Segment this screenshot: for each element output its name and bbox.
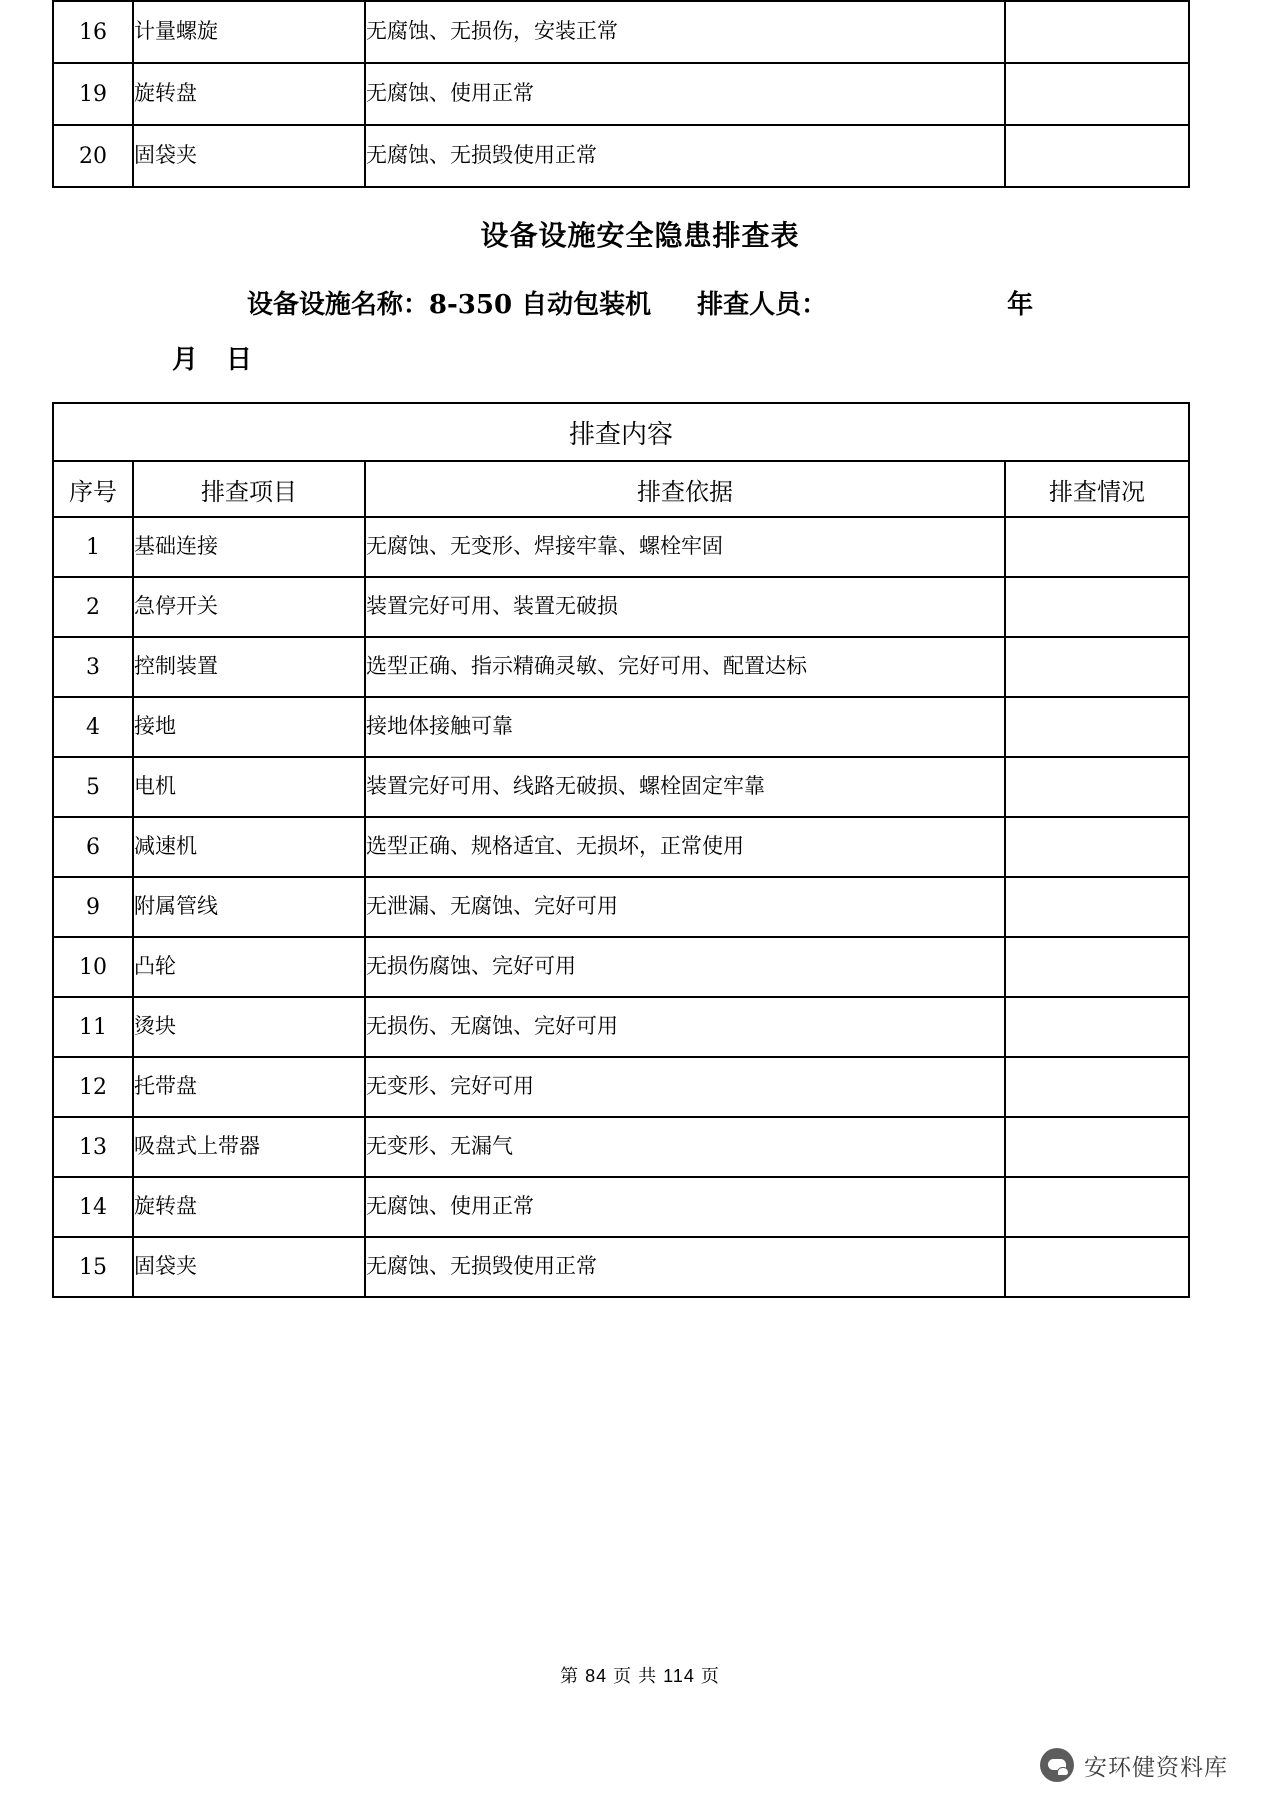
table-banner: 排查内容 (53, 403, 1189, 461)
row-result (1005, 877, 1189, 937)
year-label: 年 (1007, 290, 1034, 320)
row-result (1005, 517, 1189, 577)
table-row (53, 1057, 1189, 1117)
continued-inspection-table (52, 0, 1190, 188)
row-basis: 无变形、完好可用 (365, 1057, 1005, 1117)
month-label: 月 (172, 345, 199, 375)
row-number: 16 (53, 1, 133, 63)
row-number: 20 (53, 125, 133, 187)
row-basis: 选型正确、指示精确灵敏、完好可用、配置达标 (365, 637, 1005, 697)
page-footer: 第 84 页 共 114 页 (560, 1666, 720, 1686)
row-number: 4 (53, 697, 133, 757)
row-item: 附属管线 (133, 877, 365, 937)
row-number: 19 (53, 63, 133, 125)
row-number: 12 (53, 1057, 133, 1117)
table-row (53, 1, 1189, 63)
row-result (1005, 1177, 1189, 1237)
inspection-table (52, 402, 1190, 1298)
row-item: 旋转盘 (133, 1177, 365, 1237)
row-item: 基础连接 (133, 517, 365, 577)
row-number: 10 (53, 937, 133, 997)
row-basis: 装置完好可用、装置无破损 (365, 577, 1005, 637)
row-basis: 选型正确、规格适宜、无损坏，正常使用 (365, 817, 1005, 877)
row-basis: 无腐蚀、无变形、焊接牢靠、螺栓牢固 (365, 517, 1005, 577)
table-row (53, 997, 1189, 1057)
header-basis: 排查依据 (365, 461, 1005, 517)
table-header-row (53, 461, 1189, 517)
row-number: 13 (53, 1117, 133, 1177)
row-basis: 无腐蚀、使用正常 (365, 63, 1005, 125)
equipment-name: 8-350 自动包装机 (428, 290, 652, 320)
row-item: 控制装置 (133, 637, 365, 697)
row-number: 11 (53, 997, 133, 1057)
row-item: 烫块 (133, 997, 365, 1057)
row-item: 接地 (133, 697, 365, 757)
row-result (1005, 997, 1189, 1057)
row-basis: 无变形、无漏气 (365, 1117, 1005, 1177)
row-number: 15 (53, 1237, 133, 1297)
watermark-text: 安环健资料库 (1084, 1753, 1228, 1780)
row-item: 固袋夹 (133, 125, 365, 187)
row-number: 3 (53, 637, 133, 697)
row-item: 旋转盘 (133, 63, 365, 125)
table-row (53, 637, 1189, 697)
inspector-label: 排查人员： (697, 290, 828, 320)
row-item: 计量螺旋 (133, 1, 365, 63)
row-basis: 无腐蚀、无损毁使用正常 (365, 1237, 1005, 1297)
row-result (1005, 1057, 1189, 1117)
header-item: 排查项目 (133, 461, 365, 517)
row-basis: 无腐蚀、使用正常 (365, 1177, 1005, 1237)
table-row (53, 1117, 1189, 1177)
row-item: 托带盘 (133, 1057, 365, 1117)
row-basis: 接地体接触可靠 (365, 697, 1005, 757)
header-no: 序号 (53, 461, 133, 517)
equipment-info-line (52, 284, 1228, 321)
row-number: 9 (53, 877, 133, 937)
row-item: 固袋夹 (133, 1237, 365, 1297)
equipment-label: 设备设施名称： (246, 290, 429, 320)
table-row (53, 877, 1189, 937)
row-basis: 无腐蚀、无损伤，安装正常 (365, 1, 1005, 63)
row-number: 1 (53, 517, 133, 577)
row-result (1005, 63, 1189, 125)
watermark (1040, 1748, 1228, 1782)
row-number: 6 (53, 817, 133, 877)
table-row (53, 1177, 1189, 1237)
day-label: 日 (226, 345, 253, 375)
row-result (1005, 1237, 1189, 1297)
row-result (1005, 937, 1189, 997)
page-title: 设备设施安全隐患排查表 (480, 219, 800, 252)
row-item: 凸轮 (133, 937, 365, 997)
row-result (1005, 577, 1189, 637)
row-item: 急停开关 (133, 577, 365, 637)
table-row (53, 937, 1189, 997)
table-row (53, 577, 1189, 637)
wechat-account-icon (1040, 1748, 1074, 1782)
row-basis: 无损伤、无腐蚀、完好可用 (365, 997, 1005, 1057)
table-row (53, 817, 1189, 877)
header-result: 排查情况 (1005, 461, 1189, 517)
table-row (53, 1237, 1189, 1297)
table-row (53, 125, 1189, 187)
table-row (53, 697, 1189, 757)
date-line (172, 339, 1228, 376)
row-item: 电机 (133, 757, 365, 817)
table-row (53, 517, 1189, 577)
row-result (1005, 697, 1189, 757)
row-result (1005, 1, 1189, 63)
row-number: 14 (53, 1177, 133, 1237)
row-basis: 无泄漏、无腐蚀、完好可用 (365, 877, 1005, 937)
row-result (1005, 1117, 1189, 1177)
row-result (1005, 817, 1189, 877)
row-item: 减速机 (133, 817, 365, 877)
row-basis: 无腐蚀、无损毁使用正常 (365, 125, 1005, 187)
row-number: 2 (53, 577, 133, 637)
row-basis: 装置完好可用、线路无破损、螺栓固定牢靠 (365, 757, 1005, 817)
row-number: 5 (53, 757, 133, 817)
row-result (1005, 757, 1189, 817)
table-row (53, 757, 1189, 817)
table-banner-row (53, 403, 1189, 461)
row-basis: 无损伤腐蚀、完好可用 (365, 937, 1005, 997)
row-item: 吸盘式上带器 (133, 1117, 365, 1177)
row-result (1005, 637, 1189, 697)
table-row (53, 63, 1189, 125)
row-result (1005, 125, 1189, 187)
